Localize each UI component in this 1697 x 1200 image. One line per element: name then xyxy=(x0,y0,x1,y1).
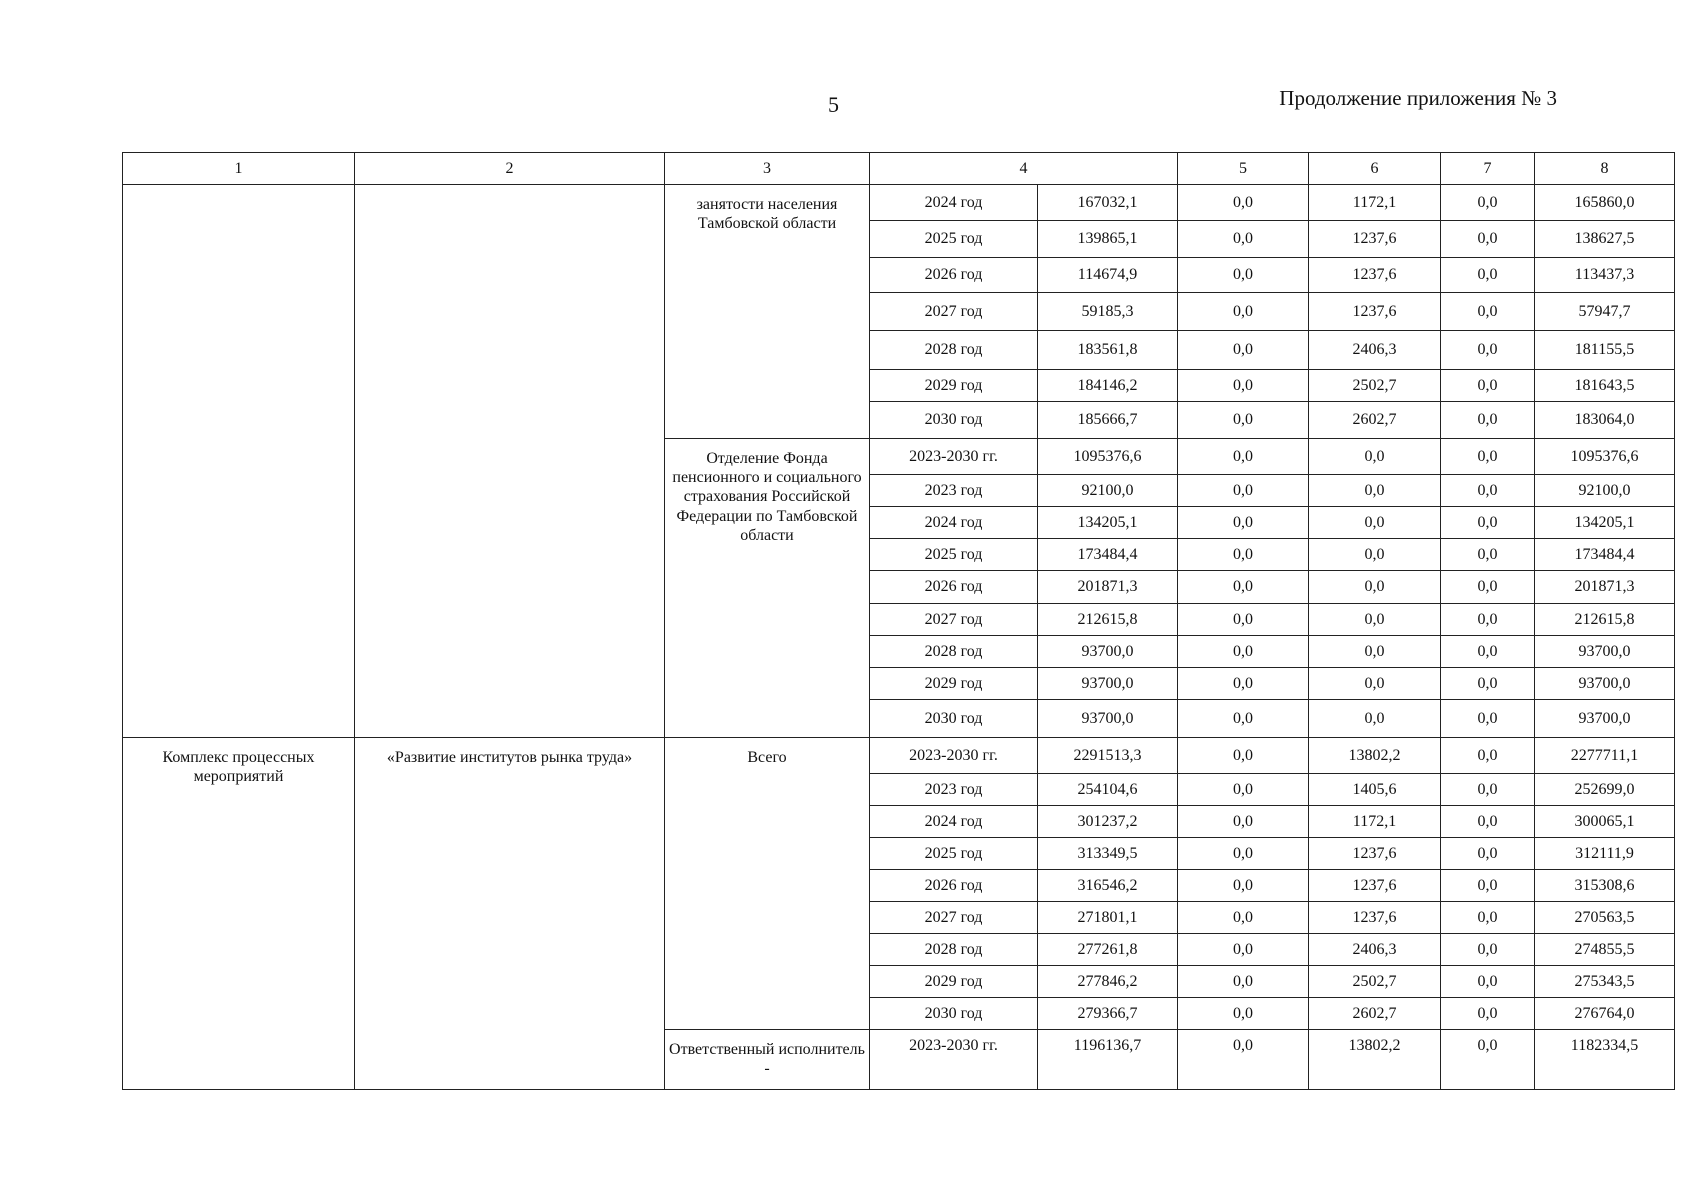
cell-period: 2030 год xyxy=(870,998,1038,1030)
cell-total: 59185,3 xyxy=(1038,293,1178,331)
cell-total: 139865,1 xyxy=(1038,221,1178,258)
cell-regional: 2602,7 xyxy=(1309,402,1441,439)
cell-local: 0,0 xyxy=(1441,998,1535,1030)
cell-fed: 0,0 xyxy=(1178,998,1309,1030)
cell-fed: 0,0 xyxy=(1178,571,1309,604)
cell-period: 2030 год xyxy=(870,700,1038,738)
cell-extra: 93700,0 xyxy=(1535,636,1675,668)
table-row xyxy=(123,185,1675,221)
cell-period: 2029 год xyxy=(870,370,1038,402)
cell-period: 2023-2030 гг. xyxy=(870,439,1038,475)
cell-extra: 276764,0 xyxy=(1535,998,1675,1030)
cell-total: 313349,5 xyxy=(1038,838,1178,870)
cell-period: 2026 год xyxy=(870,258,1038,293)
cell-period: 2027 год xyxy=(870,902,1038,934)
cell-local: 0,0 xyxy=(1441,806,1535,838)
cell-fed: 0,0 xyxy=(1178,258,1309,293)
cell-regional: 0,0 xyxy=(1309,571,1441,604)
appendix-title: Продолжение приложения № 3 xyxy=(1279,86,1557,110)
cell-regional: 2502,7 xyxy=(1309,370,1441,402)
cell-fed: 0,0 xyxy=(1178,636,1309,668)
cell-extra: 113437,3 xyxy=(1535,258,1675,293)
cell-total: 183561,8 xyxy=(1038,331,1178,370)
cell-extra: 1095376,6 xyxy=(1535,439,1675,475)
cell-extra: 201871,3 xyxy=(1535,571,1675,604)
cell-regional: 0,0 xyxy=(1309,700,1441,738)
cell-regional: 0,0 xyxy=(1309,604,1441,636)
cell-regional: 0,0 xyxy=(1309,475,1441,507)
cell-period: 2023 год xyxy=(870,774,1038,806)
cell-extra: 93700,0 xyxy=(1535,700,1675,738)
cell-period: 2024 год xyxy=(870,507,1038,539)
cell-fed: 0,0 xyxy=(1178,870,1309,902)
cell-fed: 0,0 xyxy=(1178,370,1309,402)
cell-local: 0,0 xyxy=(1441,668,1535,700)
event-type-cell xyxy=(123,185,355,738)
cell-local: 0,0 xyxy=(1441,331,1535,370)
cell-fed: 0,0 xyxy=(1178,293,1309,331)
cell-local: 0,0 xyxy=(1441,636,1535,668)
cell-local: 0,0 xyxy=(1441,870,1535,902)
cell-extra: 275343,5 xyxy=(1535,966,1675,998)
cell-regional: 0,0 xyxy=(1309,507,1441,539)
cell-period: 2024 год xyxy=(870,806,1038,838)
cell-extra: 270563,5 xyxy=(1535,902,1675,934)
col-header-8: 8 xyxy=(1535,153,1675,185)
cell-local: 0,0 xyxy=(1441,293,1535,331)
cell-extra: 274855,5 xyxy=(1535,934,1675,966)
cell-total: 271801,1 xyxy=(1038,902,1178,934)
col-header-5: 5 xyxy=(1178,153,1309,185)
cell-period: 2030 год xyxy=(870,402,1038,439)
cell-local: 0,0 xyxy=(1441,507,1535,539)
cell-extra: 183064,0 xyxy=(1535,402,1675,439)
cell-local: 0,0 xyxy=(1441,185,1535,221)
cell-total: 279366,7 xyxy=(1038,998,1178,1030)
cell-regional: 1237,6 xyxy=(1309,258,1441,293)
cell-fed: 0,0 xyxy=(1178,185,1309,221)
cell-local: 0,0 xyxy=(1441,838,1535,870)
cell-total: 1196136,7 xyxy=(1038,1030,1178,1090)
cell-period: 2027 год xyxy=(870,604,1038,636)
cell-total: 167032,1 xyxy=(1038,185,1178,221)
cell-period: 2027 год xyxy=(870,293,1038,331)
cell-extra: 173484,4 xyxy=(1535,539,1675,571)
event-name-cell: «Развитие институтов рынка труда» xyxy=(355,738,665,1090)
cell-extra: 212615,8 xyxy=(1535,604,1675,636)
cell-fed: 0,0 xyxy=(1178,966,1309,998)
cell-local: 0,0 xyxy=(1441,738,1535,774)
cell-local: 0,0 xyxy=(1441,934,1535,966)
cell-extra: 57947,7 xyxy=(1535,293,1675,331)
cell-total: 277261,8 xyxy=(1038,934,1178,966)
cell-period: 2028 год xyxy=(870,331,1038,370)
cell-extra: 2277711,1 xyxy=(1535,738,1675,774)
cell-extra: 181155,5 xyxy=(1535,331,1675,370)
cell-fed: 0,0 xyxy=(1178,668,1309,700)
cell-regional: 0,0 xyxy=(1309,539,1441,571)
budget-table xyxy=(122,152,1675,1090)
cell-period: 2029 год xyxy=(870,966,1038,998)
cell-local: 0,0 xyxy=(1441,258,1535,293)
cell-regional: 1237,6 xyxy=(1309,902,1441,934)
cell-regional: 1237,6 xyxy=(1309,870,1441,902)
cell-local: 0,0 xyxy=(1441,966,1535,998)
cell-fed: 0,0 xyxy=(1178,604,1309,636)
cell-extra: 1182334,5 xyxy=(1535,1030,1675,1090)
cell-period: 2024 год xyxy=(870,185,1038,221)
cell-local: 0,0 xyxy=(1441,370,1535,402)
cell-period: 2028 год xyxy=(870,636,1038,668)
col-header-1: 1 xyxy=(123,153,355,185)
cell-fed: 0,0 xyxy=(1178,838,1309,870)
cell-period: 2023 год xyxy=(870,475,1038,507)
cell-fed: 0,0 xyxy=(1178,507,1309,539)
cell-regional: 1237,6 xyxy=(1309,838,1441,870)
cell-extra: 312111,9 xyxy=(1535,838,1675,870)
cell-regional: 1172,1 xyxy=(1309,185,1441,221)
event-name-cell xyxy=(355,185,665,738)
executor-cell: Всего xyxy=(665,738,870,1030)
cell-total: 316546,2 xyxy=(1038,870,1178,902)
cell-local: 0,0 xyxy=(1441,539,1535,571)
cell-local: 0,0 xyxy=(1441,774,1535,806)
cell-extra: 315308,6 xyxy=(1535,870,1675,902)
cell-total: 114674,9 xyxy=(1038,258,1178,293)
cell-regional: 2602,7 xyxy=(1309,998,1441,1030)
col-header-4: 4 xyxy=(870,153,1178,185)
cell-extra: 181643,5 xyxy=(1535,370,1675,402)
header-row xyxy=(123,153,1675,185)
cell-total: 185666,7 xyxy=(1038,402,1178,439)
cell-fed: 0,0 xyxy=(1178,402,1309,439)
budget-table-container xyxy=(122,152,1674,1090)
cell-regional: 1172,1 xyxy=(1309,806,1441,838)
cell-extra: 92100,0 xyxy=(1535,475,1675,507)
table-row xyxy=(123,738,1675,774)
cell-period: 2029 год xyxy=(870,668,1038,700)
cell-extra: 134205,1 xyxy=(1535,507,1675,539)
cell-total: 201871,3 xyxy=(1038,571,1178,604)
cell-total: 92100,0 xyxy=(1038,475,1178,507)
cell-extra: 300065,1 xyxy=(1535,806,1675,838)
cell-total: 93700,0 xyxy=(1038,700,1178,738)
cell-period: 2023-2030 гг. xyxy=(870,738,1038,774)
col-header-6: 6 xyxy=(1309,153,1441,185)
cell-local: 0,0 xyxy=(1441,1030,1535,1090)
cell-extra: 138627,5 xyxy=(1535,221,1675,258)
cell-total: 301237,2 xyxy=(1038,806,1178,838)
cell-fed: 0,0 xyxy=(1178,738,1309,774)
cell-total: 184146,2 xyxy=(1038,370,1178,402)
cell-fed: 0,0 xyxy=(1178,902,1309,934)
cell-total: 212615,8 xyxy=(1038,604,1178,636)
cell-period: 2025 год xyxy=(870,221,1038,258)
col-header-3: 3 xyxy=(665,153,870,185)
cell-regional: 1405,6 xyxy=(1309,774,1441,806)
cell-regional: 0,0 xyxy=(1309,439,1441,475)
cell-regional: 2406,3 xyxy=(1309,331,1441,370)
cell-fed: 0,0 xyxy=(1178,221,1309,258)
cell-total: 134205,1 xyxy=(1038,507,1178,539)
cell-regional: 0,0 xyxy=(1309,668,1441,700)
cell-period: 2023-2030 гг. xyxy=(870,1030,1038,1090)
cell-regional: 1237,6 xyxy=(1309,221,1441,258)
cell-fed: 0,0 xyxy=(1178,331,1309,370)
cell-fed: 0,0 xyxy=(1178,475,1309,507)
cell-fed: 0,0 xyxy=(1178,439,1309,475)
cell-extra: 93700,0 xyxy=(1535,668,1675,700)
cell-fed: 0,0 xyxy=(1178,1030,1309,1090)
cell-local: 0,0 xyxy=(1441,571,1535,604)
page-number: 5 xyxy=(828,92,839,117)
cell-period: 2026 год xyxy=(870,870,1038,902)
cell-fed: 0,0 xyxy=(1178,700,1309,738)
cell-local: 0,0 xyxy=(1441,475,1535,507)
cell-regional: 2406,3 xyxy=(1309,934,1441,966)
cell-regional: 13802,2 xyxy=(1309,1030,1441,1090)
cell-local: 0,0 xyxy=(1441,402,1535,439)
executor-cell: занятости населения Тамбовской области xyxy=(665,185,870,439)
cell-total: 93700,0 xyxy=(1038,668,1178,700)
col-header-7: 7 xyxy=(1441,153,1535,185)
cell-local: 0,0 xyxy=(1441,221,1535,258)
executor-cell: Отделение Фонда пенсионного и социального страхования Российской Федерации по Тамбовской области xyxy=(665,439,870,738)
cell-regional: 13802,2 xyxy=(1309,738,1441,774)
cell-local: 0,0 xyxy=(1441,700,1535,738)
cell-fed: 0,0 xyxy=(1178,539,1309,571)
cell-fed: 0,0 xyxy=(1178,774,1309,806)
event-type-cell: Комплекс процессных мероприятий xyxy=(123,738,355,1090)
cell-total: 2291513,3 xyxy=(1038,738,1178,774)
cell-extra: 252699,0 xyxy=(1535,774,1675,806)
cell-period: 2025 год xyxy=(870,838,1038,870)
executor-cell: Ответственный исполнитель - xyxy=(665,1030,870,1090)
cell-local: 0,0 xyxy=(1441,439,1535,475)
cell-period: 2026 год xyxy=(870,571,1038,604)
cell-period: 2025 год xyxy=(870,539,1038,571)
cell-extra: 165860,0 xyxy=(1535,185,1675,221)
cell-regional: 2502,7 xyxy=(1309,966,1441,998)
col-header-2: 2 xyxy=(355,153,665,185)
cell-total: 1095376,6 xyxy=(1038,439,1178,475)
cell-total: 254104,6 xyxy=(1038,774,1178,806)
cell-total: 93700,0 xyxy=(1038,636,1178,668)
cell-total: 277846,2 xyxy=(1038,966,1178,998)
cell-regional: 1237,6 xyxy=(1309,293,1441,331)
cell-fed: 0,0 xyxy=(1178,934,1309,966)
cell-fed: 0,0 xyxy=(1178,806,1309,838)
cell-total: 173484,4 xyxy=(1038,539,1178,571)
cell-period: 2028 год xyxy=(870,934,1038,966)
cell-local: 0,0 xyxy=(1441,902,1535,934)
cell-regional: 0,0 xyxy=(1309,636,1441,668)
cell-local: 0,0 xyxy=(1441,604,1535,636)
